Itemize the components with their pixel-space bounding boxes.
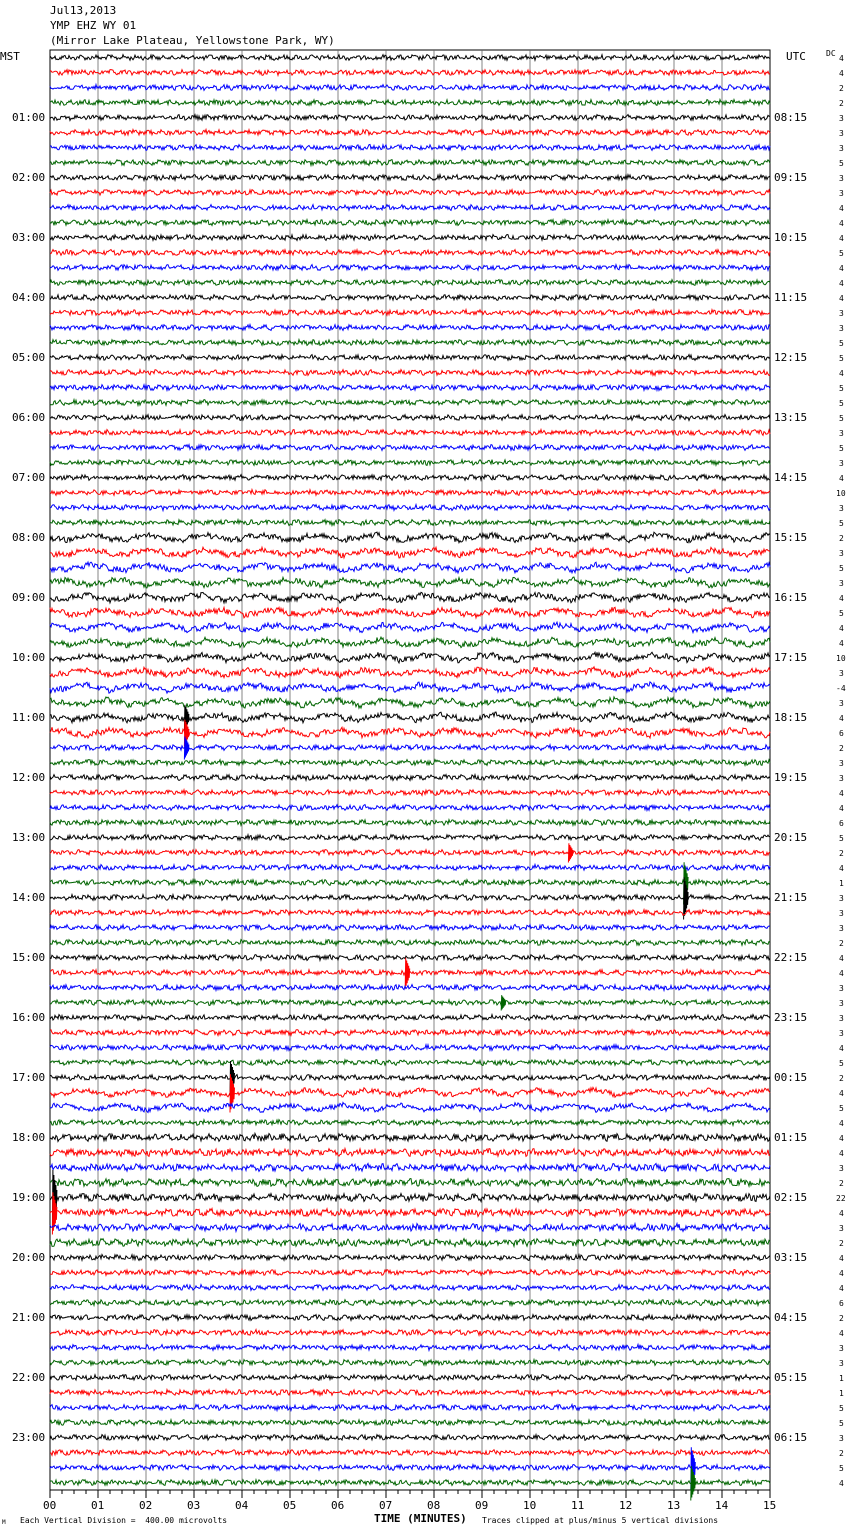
dc-value: 3 bbox=[839, 1358, 844, 1368]
left-hour-label: 06:00 bbox=[12, 410, 46, 424]
seismic-trace bbox=[50, 1179, 770, 1187]
dc-value: 2 bbox=[839, 1448, 844, 1458]
x-tick-label: 08 bbox=[427, 1499, 441, 1512]
dc-value: 5 bbox=[839, 383, 844, 393]
dc-value: 3 bbox=[839, 893, 844, 903]
seismic-trace bbox=[50, 505, 770, 511]
plot-frame bbox=[50, 50, 770, 1490]
x-tick-label: 02 bbox=[139, 1499, 153, 1512]
dc-value: 10 bbox=[836, 488, 846, 498]
event-spike bbox=[405, 958, 410, 989]
seismic-trace bbox=[50, 1075, 770, 1081]
x-tick-label: 09 bbox=[475, 1499, 489, 1512]
seismic-trace bbox=[50, 1255, 770, 1261]
seismic-trace bbox=[50, 235, 770, 241]
left-hour-label: 14:00 bbox=[12, 890, 46, 904]
seismic-trace bbox=[50, 1045, 770, 1051]
seismic-trace bbox=[50, 1270, 770, 1276]
dc-value: 4 bbox=[839, 203, 844, 213]
dc-value: 3 bbox=[839, 188, 844, 198]
dc-value: 2 bbox=[839, 1178, 844, 1188]
x-tick-label: 05 bbox=[283, 1499, 297, 1512]
seismic-trace bbox=[50, 1375, 770, 1381]
dc-value: 4 bbox=[839, 1268, 844, 1278]
seismic-trace bbox=[50, 1030, 770, 1036]
dc-value: 3 bbox=[839, 113, 844, 123]
seismic-trace bbox=[50, 910, 770, 916]
dc-value: 3 bbox=[839, 173, 844, 183]
seismic-trace bbox=[50, 325, 770, 331]
seismic-trace bbox=[50, 370, 770, 376]
seismic-trace bbox=[50, 925, 770, 931]
dc-value: 4 bbox=[839, 863, 844, 873]
dc-value: 3 bbox=[839, 428, 844, 438]
seismic-trace bbox=[50, 1405, 770, 1411]
seismic-trace bbox=[50, 1480, 770, 1486]
dc-value: 4 bbox=[839, 278, 844, 288]
dc-value: 3 bbox=[839, 923, 844, 933]
dc-value: 3 bbox=[839, 698, 844, 708]
right-hour-label: 02:15 bbox=[774, 1190, 808, 1204]
right-hour-label: 23:15 bbox=[774, 1010, 808, 1024]
dc-value: 2 bbox=[839, 848, 844, 858]
left-hour-label: 09:00 bbox=[12, 590, 46, 604]
seismic-trace bbox=[50, 430, 770, 436]
seismic-trace bbox=[50, 745, 770, 751]
dc-value: 4 bbox=[839, 368, 844, 378]
dc-value: 4 bbox=[839, 1478, 844, 1488]
seismic-trace bbox=[50, 805, 770, 811]
seismic-trace bbox=[50, 712, 770, 723]
seismic-trace bbox=[50, 1015, 770, 1021]
seismic-trace bbox=[50, 475, 770, 481]
seismic-trace bbox=[50, 1224, 770, 1232]
x-tick-label: 15 bbox=[763, 1499, 777, 1512]
right-hour-label: 14:15 bbox=[774, 470, 808, 484]
left-hour-label: 12:00 bbox=[12, 770, 46, 784]
seismic-trace bbox=[50, 1060, 770, 1066]
seismic-trace bbox=[50, 415, 770, 421]
left-hour-label: 02:00 bbox=[12, 170, 46, 184]
dc-value: 2 bbox=[839, 1238, 844, 1248]
dc-value: 5 bbox=[839, 833, 844, 843]
seismic-trace bbox=[50, 385, 770, 391]
left-hour-label: 01:00 bbox=[12, 110, 46, 124]
seismic-trace bbox=[50, 835, 770, 841]
seismic-trace bbox=[50, 55, 770, 61]
dc-value: 2 bbox=[839, 98, 844, 108]
dc-value: 5 bbox=[839, 518, 844, 528]
seismic-trace bbox=[50, 775, 770, 781]
seismic-trace bbox=[50, 205, 770, 211]
seismic-trace bbox=[50, 592, 770, 603]
right-hour-label: 15:15 bbox=[774, 530, 808, 544]
right-hour-label: 21:15 bbox=[774, 890, 808, 904]
x-tick-label: 01 bbox=[91, 1499, 105, 1512]
dc-value: 4 bbox=[839, 788, 844, 798]
right-hour-label: 04:15 bbox=[774, 1310, 808, 1324]
seismic-trace bbox=[50, 175, 770, 181]
seismic-trace bbox=[50, 1239, 770, 1247]
seismic-trace bbox=[50, 1435, 770, 1441]
dc-value: 1 bbox=[839, 1373, 844, 1383]
seismic-trace bbox=[50, 865, 770, 871]
dc-value: 4 bbox=[839, 1148, 844, 1158]
seismic-trace bbox=[50, 622, 770, 632]
vertical-division-note: Each Vertical Division = 400.00 microvolts bbox=[20, 1516, 228, 1525]
right-hour-label: 17:15 bbox=[774, 650, 808, 664]
left-hour-label: 23:00 bbox=[12, 1430, 46, 1444]
right-hour-label: 05:15 bbox=[774, 1370, 808, 1384]
left-hour-label: 10:00 bbox=[12, 650, 46, 664]
right-hour-label: 10:15 bbox=[774, 230, 808, 244]
left-hour-label: 13:00 bbox=[12, 830, 46, 844]
right-hour-label: 22:15 bbox=[774, 950, 808, 964]
dc-value: 3 bbox=[839, 308, 844, 318]
right-hour-label: 01:15 bbox=[774, 1130, 808, 1144]
seismic-trace bbox=[50, 250, 770, 256]
seismic-trace bbox=[50, 820, 770, 826]
seismic-trace bbox=[50, 115, 770, 121]
x-tick-label: 11 bbox=[571, 1499, 585, 1512]
seismic-trace bbox=[50, 1134, 770, 1142]
seismic-trace bbox=[50, 667, 770, 678]
dc-value: 22 bbox=[836, 1193, 846, 1203]
left-timezone-label: MST bbox=[0, 50, 20, 63]
seismic-trace bbox=[50, 955, 770, 961]
right-hour-label: 08:15 bbox=[774, 110, 808, 124]
dc-value: 4 bbox=[839, 1088, 844, 1098]
x-tick-label: 14 bbox=[715, 1499, 729, 1512]
station-location: (Mirror Lake Plateau, Yellowstone Park, WY) bbox=[50, 34, 335, 47]
seismic-trace bbox=[50, 520, 770, 526]
left-hour-label: 16:00 bbox=[12, 1010, 46, 1024]
dc-value: 4 bbox=[839, 1283, 844, 1293]
right-hour-label: 20:15 bbox=[774, 830, 808, 844]
dc-value: 5 bbox=[839, 1463, 844, 1473]
seismic-trace bbox=[50, 1209, 770, 1217]
dc-value: 3 bbox=[839, 668, 844, 678]
dc-value: 6 bbox=[839, 1298, 844, 1308]
dc-value: 5 bbox=[839, 1103, 844, 1113]
dc-column-label: DC bbox=[826, 49, 836, 58]
right-hour-label: 06:15 bbox=[774, 1430, 808, 1444]
dc-value: 5 bbox=[839, 413, 844, 423]
left-hour-label: 22:00 bbox=[12, 1370, 46, 1384]
dc-value: 3 bbox=[839, 1028, 844, 1038]
seismic-trace bbox=[50, 490, 770, 496]
seismic-trace bbox=[50, 790, 770, 796]
dc-value: 2 bbox=[839, 1073, 844, 1083]
dc-value: 3 bbox=[839, 548, 844, 558]
right-timezone-label: UTC bbox=[786, 50, 806, 63]
seismic-trace bbox=[50, 697, 770, 708]
clipping-note: Traces clipped at plus/minus 5 vertical divisions bbox=[482, 1516, 719, 1525]
seismic-trace bbox=[50, 1330, 770, 1336]
seismic-trace bbox=[50, 310, 770, 316]
left-hour-label: 05:00 bbox=[12, 350, 46, 364]
seismic-trace bbox=[50, 1450, 770, 1456]
dc-value: 3 bbox=[839, 128, 844, 138]
dc-value: 5 bbox=[839, 158, 844, 168]
seismic-trace bbox=[50, 280, 770, 286]
dc-value: 4 bbox=[839, 1253, 844, 1263]
left-hour-label: 03:00 bbox=[12, 230, 46, 244]
dc-value: 3 bbox=[839, 1433, 844, 1443]
seismic-trace bbox=[50, 562, 770, 573]
dc-value: 3 bbox=[839, 143, 844, 153]
left-hour-label: 04:00 bbox=[12, 290, 46, 304]
x-tick-label: 06 bbox=[331, 1499, 345, 1512]
left-hour-label: 21:00 bbox=[12, 1310, 46, 1324]
seismic-trace bbox=[50, 340, 770, 346]
chart-date: Jul13,2013 bbox=[50, 4, 117, 17]
right-hour-label: 00:15 bbox=[774, 1070, 808, 1084]
right-hour-label: 13:15 bbox=[774, 410, 808, 424]
dc-value: 3 bbox=[839, 998, 844, 1008]
dc-value: 4 bbox=[839, 1133, 844, 1143]
dc-value: 4 bbox=[839, 233, 844, 243]
seismic-trace bbox=[50, 145, 770, 151]
seismic-trace bbox=[50, 682, 770, 693]
seismic-trace bbox=[50, 652, 770, 663]
seismic-trace bbox=[50, 265, 770, 271]
seismic-trace bbox=[50, 895, 770, 901]
seismic-trace bbox=[50, 1420, 770, 1426]
seismic-trace bbox=[50, 1315, 770, 1321]
left-hour-label: 17:00 bbox=[12, 1070, 46, 1084]
seismic-trace bbox=[50, 1000, 770, 1006]
dc-value: 1 bbox=[839, 1388, 844, 1398]
seismic-trace bbox=[50, 850, 770, 856]
seismic-trace bbox=[50, 100, 770, 106]
seismic-trace bbox=[50, 1345, 770, 1351]
left-hour-label: 18:00 bbox=[12, 1130, 46, 1144]
seismic-trace bbox=[50, 400, 770, 406]
x-tick-label: 10 bbox=[523, 1499, 537, 1512]
dc-value: 3 bbox=[839, 458, 844, 468]
right-hour-label: 09:15 bbox=[774, 170, 808, 184]
seismic-trace bbox=[50, 1087, 770, 1097]
x-tick-label: 04 bbox=[235, 1499, 249, 1512]
dc-value: 1 bbox=[839, 878, 844, 888]
seismic-trace bbox=[50, 1390, 770, 1396]
dc-value: 4 bbox=[839, 623, 844, 633]
dc-value: 5 bbox=[839, 443, 844, 453]
dc-value: 4 bbox=[839, 68, 844, 78]
dc-value: 6 bbox=[839, 818, 844, 828]
left-hour-label: 20:00 bbox=[12, 1250, 46, 1264]
dc-value: 10 bbox=[836, 653, 846, 663]
dc-value: 4 bbox=[839, 968, 844, 978]
dc-value: 3 bbox=[839, 578, 844, 588]
dc-value: 4 bbox=[839, 218, 844, 228]
dc-value: 3 bbox=[839, 1343, 844, 1353]
dc-value: 4 bbox=[839, 593, 844, 603]
dc-value: 3 bbox=[839, 773, 844, 783]
seismic-trace bbox=[50, 1164, 770, 1172]
seismic-trace bbox=[50, 1120, 770, 1126]
left-hour-label: 19:00 bbox=[12, 1190, 46, 1204]
dc-value: 4 bbox=[839, 1118, 844, 1128]
seismic-trace bbox=[50, 85, 770, 91]
dc-value: 4 bbox=[839, 263, 844, 273]
dc-value: 2 bbox=[839, 743, 844, 753]
dc-value: 5 bbox=[839, 338, 844, 348]
right-hour-label: 16:15 bbox=[774, 590, 808, 604]
dc-value: 5 bbox=[839, 1418, 844, 1428]
left-hour-label: 15:00 bbox=[12, 950, 46, 964]
dc-value: 2 bbox=[839, 533, 844, 543]
seismic-trace bbox=[50, 160, 770, 166]
dc-value: 4 bbox=[839, 1043, 844, 1053]
dc-value: 5 bbox=[839, 563, 844, 573]
seismic-trace bbox=[50, 547, 770, 558]
right-hour-label: 03:15 bbox=[774, 1250, 808, 1264]
seismic-trace bbox=[50, 1103, 770, 1113]
dc-value: 5 bbox=[839, 1058, 844, 1068]
seismic-trace bbox=[50, 1300, 770, 1306]
seismic-trace bbox=[50, 577, 770, 588]
seismic-trace bbox=[50, 220, 770, 226]
dc-value: 3 bbox=[839, 908, 844, 918]
dc-value: 4 bbox=[839, 638, 844, 648]
seismic-trace bbox=[50, 130, 770, 136]
seismic-trace bbox=[50, 460, 770, 466]
x-tick-label: 07 bbox=[379, 1499, 393, 1512]
right-hour-label: 19:15 bbox=[774, 770, 808, 784]
dc-value: 4 bbox=[839, 473, 844, 483]
dc-value: 4 bbox=[839, 53, 844, 63]
event-spike bbox=[501, 995, 506, 1010]
seismic-trace bbox=[50, 880, 770, 886]
seismic-trace bbox=[50, 1360, 770, 1366]
right-hour-label: 12:15 bbox=[774, 350, 808, 364]
seismic-trace bbox=[50, 727, 770, 738]
dc-value: 4 bbox=[839, 713, 844, 723]
dc-value: 3 bbox=[839, 1013, 844, 1023]
dc-value: 3 bbox=[839, 983, 844, 993]
dc-value: 6 bbox=[839, 728, 844, 738]
dc-value: 5 bbox=[839, 353, 844, 363]
seismic-trace bbox=[50, 607, 770, 618]
dc-value: 3 bbox=[839, 1163, 844, 1173]
seismic-trace bbox=[50, 760, 770, 766]
left-hour-label: 08:00 bbox=[12, 530, 46, 544]
left-hour-label: 11:00 bbox=[12, 710, 46, 724]
left-hour-label: 07:00 bbox=[12, 470, 46, 484]
dc-value: 4 bbox=[839, 953, 844, 963]
dc-value: 5 bbox=[839, 1403, 844, 1413]
seismic-trace bbox=[50, 1149, 770, 1157]
x-tick-label: 00 bbox=[43, 1499, 57, 1512]
seismic-trace bbox=[50, 532, 770, 543]
dc-value: 3 bbox=[839, 1223, 844, 1233]
right-hour-label: 11:15 bbox=[774, 290, 808, 304]
dc-value: 4 bbox=[839, 1328, 844, 1338]
seismic-trace bbox=[50, 1285, 770, 1291]
x-tick-label: 03 bbox=[187, 1499, 201, 1512]
dc-value: 2 bbox=[839, 83, 844, 93]
dc-value: 3 bbox=[839, 323, 844, 333]
seismic-trace bbox=[50, 445, 770, 451]
x-tick-label: 13 bbox=[667, 1499, 681, 1512]
seismic-trace bbox=[50, 940, 770, 946]
seismic-trace bbox=[50, 1465, 770, 1471]
seismic-trace bbox=[50, 355, 770, 361]
dc-value: 3 bbox=[839, 503, 844, 513]
dc-value: 5 bbox=[839, 608, 844, 618]
seismic-trace bbox=[50, 295, 770, 301]
x-tick-label: 12 bbox=[619, 1499, 633, 1512]
seismic-trace bbox=[50, 70, 770, 76]
dc-value: 3 bbox=[839, 758, 844, 768]
dc-value: -4 bbox=[836, 683, 846, 693]
dc-value: 4 bbox=[839, 1208, 844, 1218]
seismic-trace bbox=[50, 637, 770, 648]
seismic-trace bbox=[50, 1194, 770, 1202]
corner-mark: M bbox=[2, 1519, 6, 1526]
event-spike bbox=[568, 843, 573, 862]
dc-value: 2 bbox=[839, 1313, 844, 1323]
x-axis-title: TIME (MINUTES) bbox=[374, 1512, 467, 1525]
station-name: YMP EHZ WY 01 bbox=[50, 19, 137, 32]
dc-value: 2 bbox=[839, 938, 844, 948]
dc-value: 4 bbox=[839, 803, 844, 813]
right-hour-label: 18:15 bbox=[774, 710, 808, 724]
dc-value: 5 bbox=[839, 398, 844, 408]
dc-value: 5 bbox=[839, 248, 844, 258]
dc-value: 4 bbox=[839, 293, 844, 303]
seismic-trace bbox=[50, 985, 770, 991]
seismic-trace bbox=[50, 190, 770, 196]
